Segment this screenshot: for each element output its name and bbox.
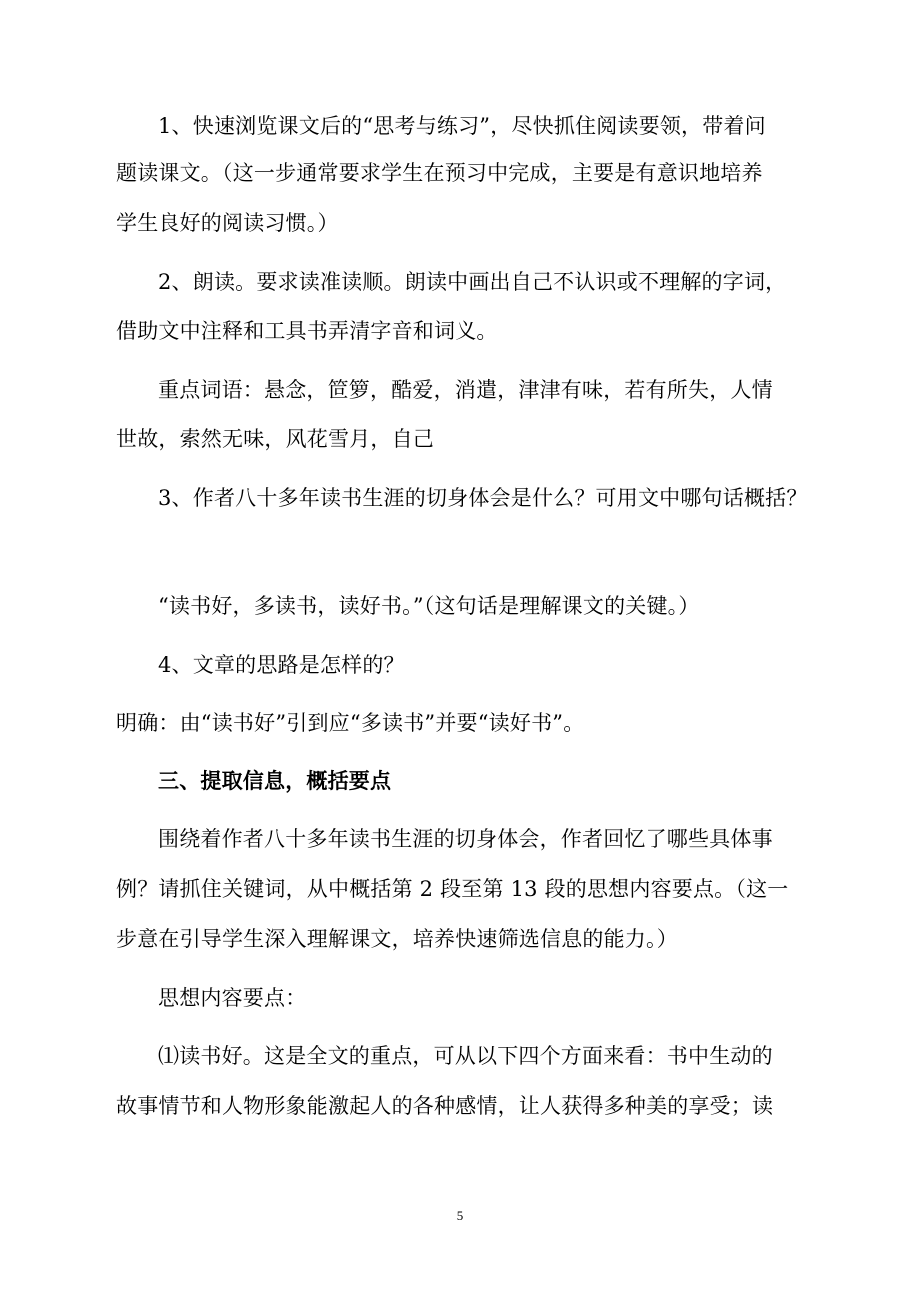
point-1-line-1: ⑴读书好。这是全文的重点，可从以下四个方面来看：书中生动的: [158, 1044, 773, 1068]
answer-line: 明确：由“读书好”引到应“多读书”并要“读好书”。: [116, 711, 585, 735]
paragraph-1-line-3: 学生良好的阅读习惯。）: [116, 211, 339, 235]
paragraph-2-line-2: 借助文中注释和工具书弄清字音和词义。: [116, 319, 498, 343]
page-number: 5: [456, 1208, 464, 1223]
paragraph-1-line-1: 1、快速浏览课文后的“思考与练习”，尽快抓住阅读要领，带着问: [158, 114, 766, 138]
section-heading: 三、提取信息，概括要点: [158, 768, 392, 793]
paragraph-3-line-2: 例？请抓住关键词，从中概括第 2 段至第 13 段的思想内容要点。（这一: [116, 877, 789, 901]
question-4: 4、文章的思路是怎样的？: [158, 653, 405, 677]
paragraph-3-line-3: 步意在引导学生深入理解课文，培养快速筛选信息的能力。）: [116, 927, 678, 951]
key-words-line-2: 世故，索然无味，风花雪月，自己: [116, 427, 434, 451]
paragraph-1-line-2: 题读课文。（这一步通常要求学生在预习中完成，主要是有意识地培养: [116, 161, 763, 185]
key-words-line-1: 重点词语：悬念，笸箩，酷爱，消遣，津津有味，若有所失，人情: [158, 378, 773, 402]
key-quote: “读书好，多读书，读好书。”（这句话是理解课文的关键。）: [158, 594, 700, 618]
paragraph-3-line-1: 围绕着作者八十多年读书生涯的切身体会，作者回忆了哪些具体事: [158, 827, 773, 851]
question-3: 3、作者八十多年读书生涯的切身体会是什么？可用文中哪句话概括？: [158, 486, 808, 510]
content-points-label: 思想内容要点：: [158, 986, 307, 1010]
point-1-line-2: 故事情节和人物形象能激起人的各种感情，让人获得多种美的享受；读: [116, 1094, 774, 1118]
paragraph-2-line-1: 2、朗读。要求读准读顺。朗读中画出自己不认识或不理解的字词，: [158, 270, 787, 294]
